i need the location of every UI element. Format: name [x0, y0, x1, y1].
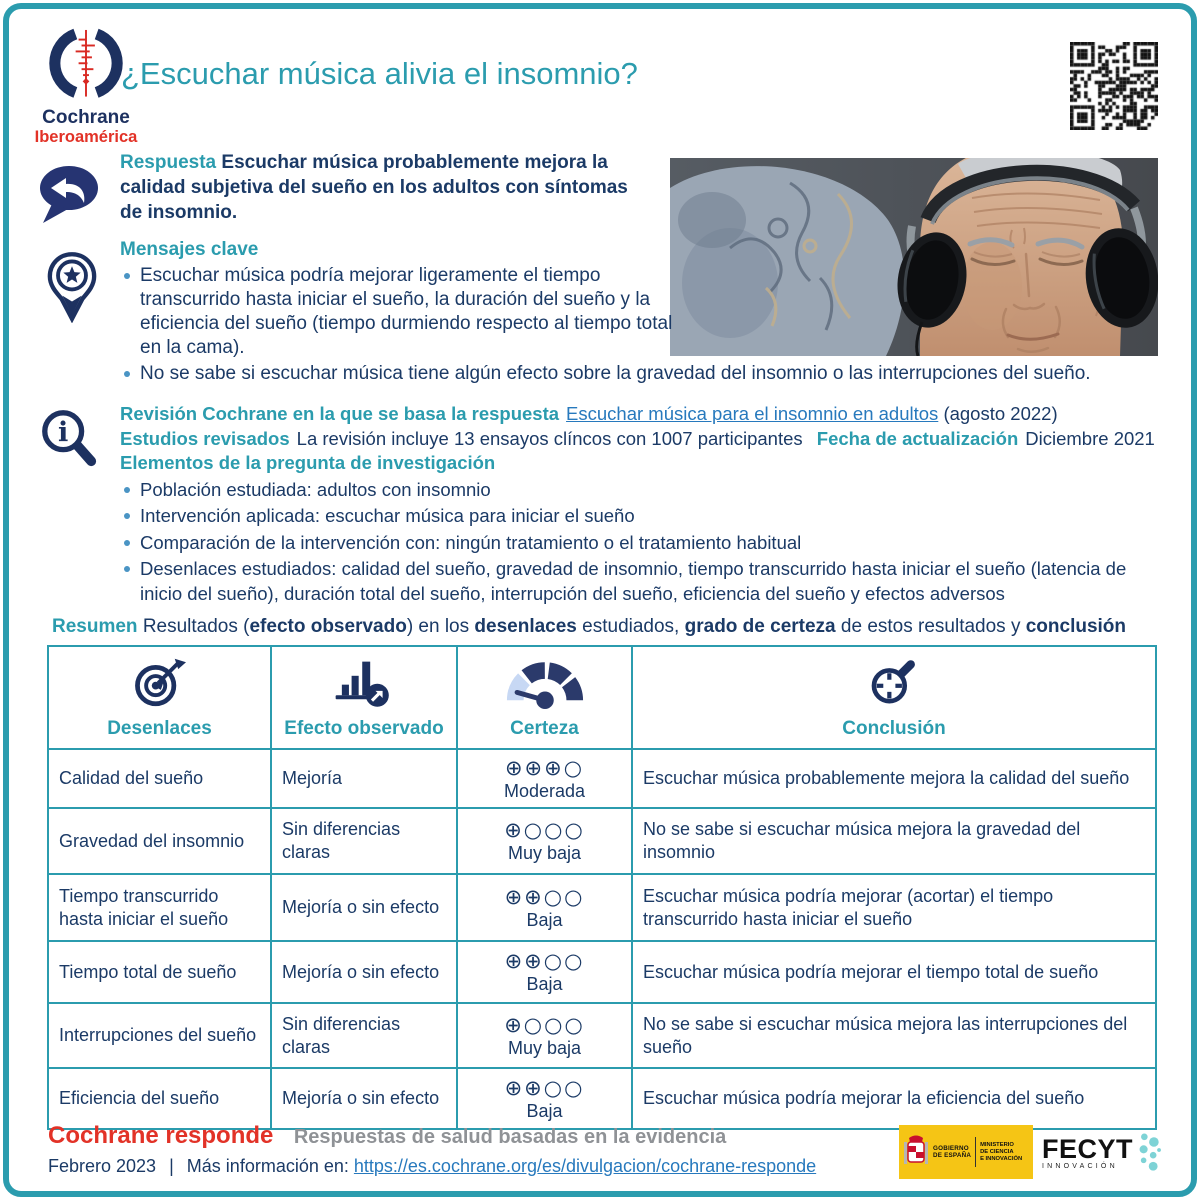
- gobierno-divider: [975, 1137, 976, 1167]
- revision-icon: [38, 407, 100, 474]
- ministerio-line: DE CIENCIA: [980, 1148, 1014, 1155]
- revision-line-1: [120, 402, 1164, 427]
- ministerio-line: E INNOVACIÓN: [980, 1155, 1023, 1162]
- cell-certainty: [457, 1003, 632, 1068]
- ministerio-line: MINISTERIO: [980, 1141, 1014, 1148]
- certainty-label: Baja: [526, 909, 563, 930]
- table-header-row: [48, 646, 1156, 749]
- header-label: Conclusión: [842, 718, 946, 739]
- estudios-label: Estudios revisados: [120, 427, 290, 449]
- fecha-label: Fecha de actualización: [816, 427, 1019, 449]
- certainty-symbols: ⊕○○○: [504, 818, 585, 842]
- rev-bullet-3: [120, 531, 1164, 556]
- resumen-bold: grado de certeza: [684, 616, 836, 637]
- respuesta-label: Respuesta: [120, 152, 217, 173]
- header-label: Efecto observado: [284, 718, 444, 739]
- qr-code: [1070, 42, 1158, 130]
- gobierno-line: GOBIERNO: [933, 1144, 969, 1152]
- bullet-dot: [124, 273, 130, 279]
- estudios-text: La revisión incluye 13 ensayos clíncos con 1007 participantes: [296, 427, 803, 449]
- rev-bullet-1: [120, 478, 1164, 503]
- results-table: [47, 645, 1157, 1130]
- certainty-symbols: ⊕⊕○○: [504, 884, 585, 909]
- photo-illustration: [670, 158, 1158, 356]
- cell-effect: Mejoría o sin efecto: [271, 1068, 457, 1129]
- cell-certainty: [457, 874, 632, 941]
- photo-person-headphones: [670, 158, 1158, 356]
- certainty-label: Moderada: [503, 780, 586, 801]
- table-row: [48, 941, 1156, 1003]
- key-bullet-2-text: No se sabe si escuchar música tiene algún efecto sobre la gravedad del insomnio o las interrupciones del sueño.: [140, 363, 1091, 384]
- review-label: Revisión Cochrane en la que se basa la respuesta: [120, 403, 560, 424]
- respuesta-icon: [36, 162, 102, 231]
- certainty-symbols: ⊕⊕⊕○: [504, 755, 585, 780]
- target-dart-icon: [132, 657, 188, 709]
- resumen-text: ) en los: [406, 616, 475, 637]
- bullet-dot: [124, 371, 130, 377]
- footer-info-label: Más información en:: [186, 1156, 349, 1176]
- fecyt-logo: [1042, 1124, 1162, 1182]
- certainty-symbols: ⊕⊕○○: [504, 1075, 585, 1100]
- bullet-dot: [124, 487, 130, 493]
- header-label: Certeza: [510, 718, 579, 739]
- cell-outcome: Interrupciones del sueño: [48, 1003, 271, 1068]
- bullet-dot: [124, 566, 130, 572]
- header-efecto: [271, 646, 457, 749]
- certainty-label: Baja: [526, 974, 563, 994]
- certainty-label: Baja: [526, 1100, 563, 1121]
- cell-conclusion: Escuchar música podría mejorar el tiempo total de sueño: [632, 941, 1156, 1003]
- gobierno-line: DE ESPAÑA: [933, 1152, 972, 1159]
- respuesta-body: Escuchar música probablemente mejora la calidad subjetiva del sueño en los adultos con síntomas de insomnio.: [120, 152, 628, 223]
- cell-conclusion: Escuchar música probablemente mejora la calidad del sueño: [632, 749, 1156, 808]
- footer-brand-line: [48, 1122, 726, 1150]
- key-bullet-1-text: Escuchar música podría mejorar ligeramente el tiempo transcurrido hasta iniciar el sueño, la duración del sueño y la eficiencia del sueño (tiempo durmiendo respecto al tiempo total en la cama).: [140, 265, 673, 358]
- certainty-symbols: ⊕○○○: [504, 1012, 585, 1037]
- mensajes-clave-icon: [46, 251, 98, 328]
- bullet-dot: [124, 513, 130, 519]
- fecha-value: Diciembre 2021: [1025, 427, 1155, 449]
- mensajes-clave-block: [120, 238, 682, 360]
- ministerio-text: [980, 1142, 1022, 1163]
- gobierno-text: [933, 1145, 971, 1160]
- certainty-symbols: ⊕⊕○○: [504, 949, 585, 973]
- table-row: [48, 808, 1156, 874]
- footer-brand: Cochrane responde: [48, 1122, 274, 1149]
- scope-crosshair-icon: [867, 657, 921, 709]
- gobierno-espana-logo: [899, 1125, 1033, 1179]
- key-bullet-2: [120, 362, 1168, 386]
- key-bullet-1: [120, 264, 682, 360]
- cell-outcome: Eficiencia del sueño: [48, 1068, 271, 1129]
- cell-certainty: [457, 1068, 632, 1129]
- rev-bullet-2-text: Intervención aplicada: escuchar música para iniciar el sueño: [140, 505, 635, 526]
- header-label: Desenlaces: [107, 718, 212, 739]
- respuesta-text: [120, 150, 650, 225]
- fecyt-dots-icon: [1137, 1125, 1162, 1181]
- resumen-bold: conclusión: [1025, 616, 1127, 637]
- speech-bubble-reply-icon: [36, 162, 102, 226]
- spain-coat-of-arms-icon: [903, 1132, 929, 1172]
- cell-effect: Mejoría o sin efecto: [271, 874, 457, 941]
- certainty-label: Muy baja: [507, 843, 582, 863]
- footer-separator: |: [169, 1156, 174, 1176]
- rev-bullet-4-text: Desenlaces estudiados: calidad del sueño, gravedad de insomnio, tiempo transcurrido hasta iniciar el sueño (latencia de inicio del sueño), duración total del sueño, interrupción del sueño, eficiencia del sueño y efectos adversos: [140, 558, 1127, 604]
- resumen-bold: efecto observado: [249, 616, 407, 637]
- cell-effect: Mejoría o sin efecto: [271, 941, 457, 1003]
- resumen-text: estudiados,: [576, 616, 685, 637]
- cell-conclusion: Escuchar música podría mejorar (acortar) el tiempo transcurrido hasta iniciar el sueño: [632, 874, 1156, 941]
- cell-certainty: [457, 941, 632, 1003]
- header-desenlaces: [48, 646, 271, 749]
- svg-text:i: i: [58, 416, 69, 448]
- revision-block: [120, 402, 1164, 606]
- brand-region: Iberoamérica: [34, 128, 138, 146]
- rev-bullet-3-text: Comparación de la intervención con: ningún tratamiento o el tratamiento habitual: [140, 531, 802, 553]
- table-row: [48, 874, 1156, 941]
- table-row: [48, 749, 1156, 808]
- cell-outcome: Tiempo total de sueño: [48, 941, 271, 1003]
- resumen-label: Resumen: [52, 616, 138, 637]
- review-date: (agosto 2022): [943, 403, 1058, 424]
- page-title: ¿Escuchar música alivia el insomnio?: [121, 56, 638, 91]
- bar-chart-rise-icon: [333, 655, 395, 709]
- cell-certainty: [457, 808, 632, 874]
- bullet-dot: [124, 540, 130, 546]
- header-conclusion: [632, 646, 1156, 749]
- cell-conclusion: Escuchar música podría mejorar la eficiencia del sueño: [632, 1068, 1156, 1129]
- fecyt-text: [1042, 1136, 1133, 1170]
- mensajes-clave-label: Mensajes clave: [120, 239, 259, 260]
- cell-outcome: Tiempo transcurrido hasta iniciar el sueño: [48, 874, 271, 941]
- cell-outcome: Calidad del sueño: [48, 749, 271, 808]
- rev-bullet-1-text: Población estudiada: adultos con insomnio: [140, 478, 491, 500]
- fecyt-name: FECYT: [1042, 1134, 1134, 1164]
- certainty-label: Muy baja: [507, 1037, 582, 1058]
- table-row: [48, 1003, 1156, 1068]
- header-certeza: [457, 646, 632, 749]
- resumen-line: [52, 615, 1160, 639]
- review-link[interactable]: Escuchar música para el insomnio en adultos: [566, 403, 939, 424]
- cell-conclusion: No se sabe si escuchar música mejora la gravedad del insomnio: [632, 808, 1156, 874]
- footer-info-line: [48, 1156, 816, 1177]
- resumen-text: Resultados (: [142, 616, 250, 637]
- cell-conclusion: No se sabe si escuchar música mejora las interrupciones del sueño: [632, 1003, 1156, 1068]
- fecyt-sub: INNOVACIÓN: [1042, 1163, 1118, 1170]
- resumen-bold: desenlaces: [474, 616, 577, 637]
- cell-outcome: Gravedad del insomnio: [48, 808, 271, 874]
- cell-effect: Sin diferencias claras: [271, 808, 457, 874]
- revision-line-2: [120, 427, 1164, 452]
- footer-tagline: Respuestas de salud basadas en la evidencia: [293, 1126, 727, 1148]
- brand-name: Cochrane: [42, 107, 130, 128]
- cell-certainty: [457, 749, 632, 808]
- footer-date: Febrero 2023: [48, 1156, 157, 1176]
- cochrane-circle-icon: [49, 26, 123, 102]
- rev-bullet-4: [120, 557, 1164, 606]
- map-pin-star-icon: [46, 251, 98, 323]
- cell-effect: Mejoría: [271, 749, 457, 808]
- gauge-icon: [505, 653, 585, 709]
- table-row: [48, 1068, 1156, 1129]
- rev-bullet-2: [120, 504, 1164, 529]
- resumen-text: de estos resultados y: [835, 616, 1026, 637]
- footer-link[interactable]: https://es.cochrane.org/es/divulgacion/cochrane-responde: [353, 1156, 817, 1176]
- elementos-label: Elementos de la pregunta de investigación: [120, 452, 496, 473]
- cell-effect: Sin diferencias claras: [271, 1003, 457, 1068]
- magnifier-info-icon: [38, 407, 100, 469]
